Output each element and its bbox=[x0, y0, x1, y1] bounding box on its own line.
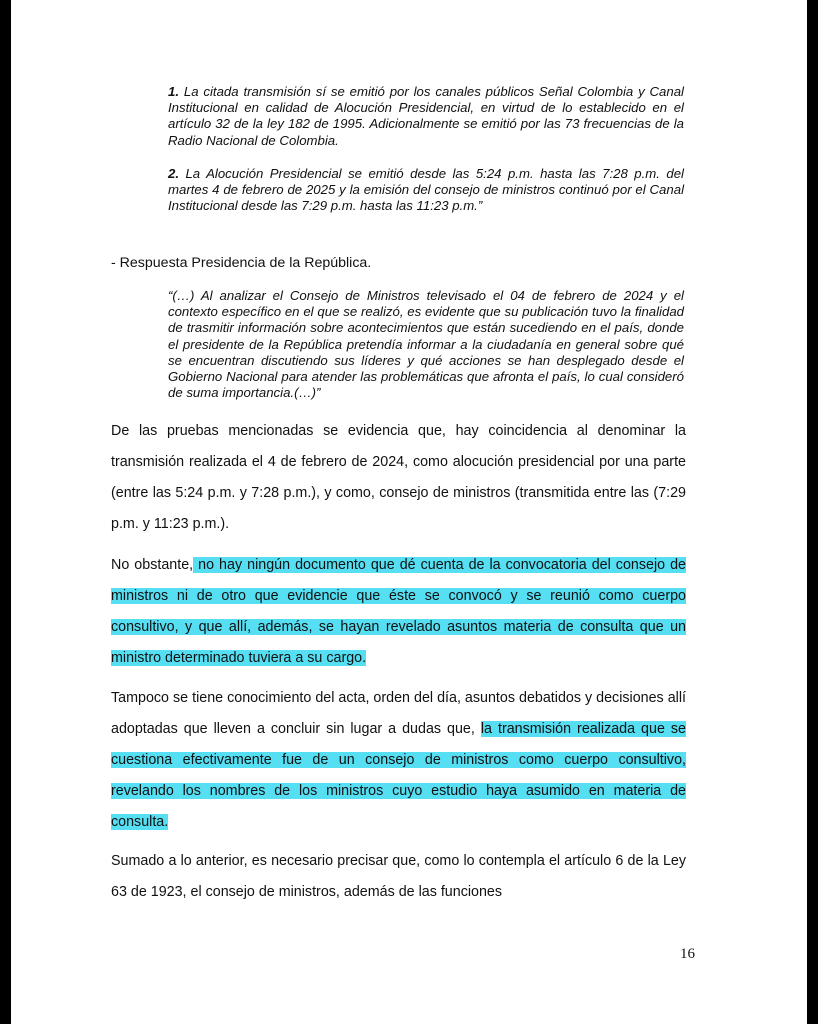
highlighted-text: la transmisión realizada que se cuestiona efectivamente fue de un consejo de ministros como cuerpo consultivo, revelando los nombres de los ministros cuyo estudio haya asumido en materia de consulta. bbox=[111, 721, 686, 830]
paragraph-lead: Tampoco se tiene conocimiento del acta, orden del día, asuntos debatidos y decisiones allí adoptadas que lleven a concluir sin lugar a dudas que, bbox=[111, 690, 686, 737]
paragraph-tampoco bbox=[111, 683, 686, 838]
item-number: 1. bbox=[168, 84, 179, 99]
paragraph-evidence: De las pruebas mencionadas se evidencia que, hay coincidencia al denominar la transmisión realizada el 4 de febrero de 2024, como alocución presidencial por una parte (entre las 5:24 p.m. y 7:28 p.m.), y como, consejo de ministros (transmitida entre las (7:29 p.m. y 11:23 p.m.). bbox=[111, 423, 686, 532]
response-heading: - Respuesta Presidencia de la República. bbox=[111, 255, 372, 271]
item-text: La Alocución Presidencial se emitió desde las 5:24 p.m. hasta las 7:28 p.m. del martes 4 de febrero de 2025 y la emisión del consejo de ministros continuó por el Canal Institucional desde las 7:29 p.m. hasta las 11:23 p.m.” bbox=[168, 166, 684, 214]
presidency-quote: “(…) Al analizar el Consejo de Ministros televisado el 04 de febrero de 2024 y el contexto específico en el que se realizó, es evidente que su publicación tuvo la finalidad de trasmitir información sobre acontecimientos que están sucediendo en el país, donde el presidente de la República pretendía informar a la ciudadanía en general sobre qué se encuentran discutiendo sus líderes y qué acciones se han desplegado desde el Gobierno Nacional para atender las problemáticas que afronta el país, lo cual consideró de suma importancia.(…)” bbox=[168, 288, 684, 401]
paragraph-sumado: Sumado a lo anterior, es necesario precisar que, como lo contempla el artículo 6 de la Ley 63 de 1923, el consejo de ministros, además de las funciones bbox=[111, 853, 686, 900]
item-text: La citada transmisión sí se emitió por los canales públicos Señal Colombia y Canal Institucional en calidad de Alocución Presidencial, en virtud de lo establecido en el artículo 32 de la ley 182 de 1995. Adicionalmente se emitió por las 73 frecuencias de la Radio Nacional de Colombia. bbox=[168, 84, 684, 148]
quoted-item-1 bbox=[168, 84, 684, 149]
paragraph-lead: No obstante, bbox=[111, 557, 194, 573]
quoted-item-2 bbox=[168, 166, 684, 215]
page-number: 16 bbox=[680, 946, 695, 962]
paragraph-no-obstante bbox=[111, 550, 686, 674]
item-number: 2. bbox=[168, 166, 179, 181]
highlighted-text: no hay ningún documento que dé cuenta de la convocatoria del consejo de ministros ni de otro que evidencie que éste se convocó y se reunió como cuerpo consultivo, y que allí, además, se hayan revelado asuntos materia de consulta que un ministro determinado tuviera a su cargo. bbox=[111, 557, 687, 666]
document-page bbox=[11, 0, 807, 1024]
